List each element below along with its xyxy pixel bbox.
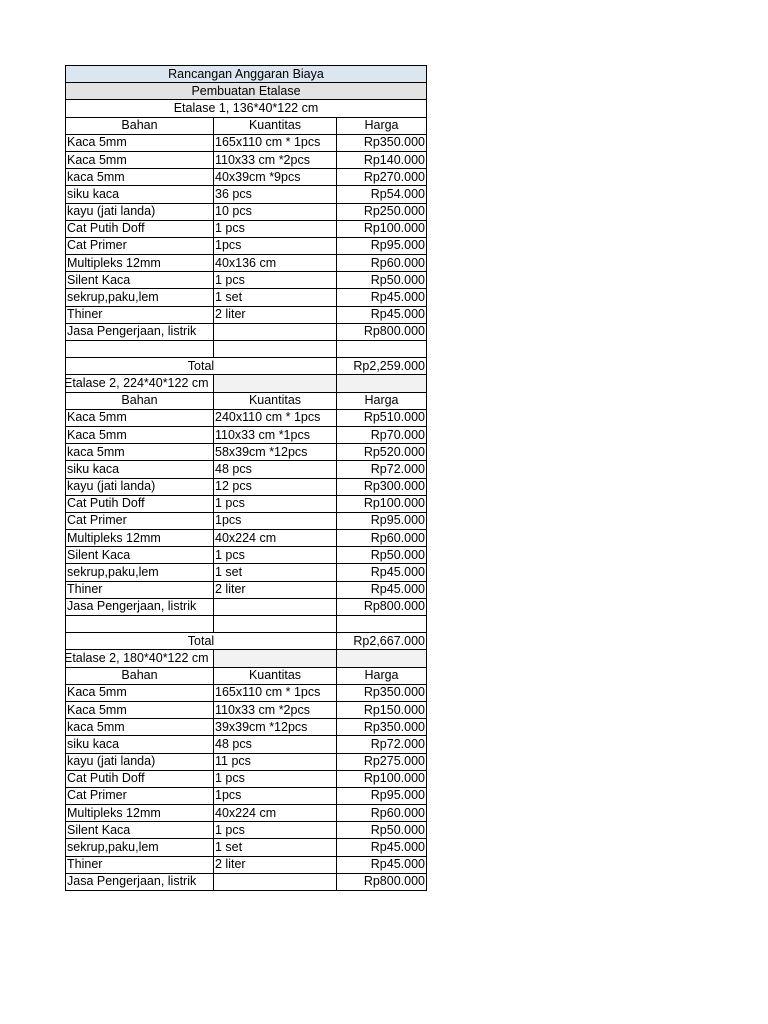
item-bahan: Cat Putih Doff [66, 220, 214, 237]
column-header-harga: Harga [337, 392, 427, 409]
item-harga: Rp54.000 [337, 186, 427, 203]
table-row [66, 564, 427, 581]
title-row [66, 66, 427, 83]
item-harga: Rp250.000 [337, 203, 427, 220]
table-row [66, 478, 427, 495]
table-row [66, 289, 427, 306]
item-harga: Rp50.000 [337, 272, 427, 289]
item-kuantitas: 48 pcs [214, 461, 337, 478]
item-kuantitas: 1 pcs [214, 220, 337, 237]
item-harga: Rp50.000 [337, 547, 427, 564]
item-kuantitas: 2 liter [214, 581, 337, 598]
table-row [66, 701, 427, 718]
item-bahan: kaca 5mm [66, 169, 214, 186]
item-harga: Rp150.000 [337, 701, 427, 718]
item-kuantitas: 1 pcs [214, 770, 337, 787]
table-row [66, 444, 427, 461]
item-bahan: kaca 5mm [66, 719, 214, 736]
section-heading-row [66, 650, 427, 667]
item-kuantitas: 2 liter [214, 306, 337, 323]
item-kuantitas: 1 set [214, 839, 337, 856]
table-row [66, 323, 427, 340]
item-kuantitas: 1 pcs [214, 822, 337, 839]
empty-cell [214, 650, 337, 667]
column-header-kuantitas: Kuantitas [214, 117, 337, 134]
table-row [66, 186, 427, 203]
item-bahan: Cat Primer [66, 237, 214, 254]
table-row [66, 409, 427, 426]
item-harga: Rp140.000 [337, 151, 427, 168]
item-kuantitas: 10 pcs [214, 203, 337, 220]
item-kuantitas: 12 pcs [214, 478, 337, 495]
table-row [66, 134, 427, 151]
column-header-harga: Harga [337, 667, 427, 684]
item-harga: Rp270.000 [337, 169, 427, 186]
item-harga: Rp70.000 [337, 426, 427, 443]
item-kuantitas: 40x224 cm [214, 530, 337, 547]
item-harga: Rp45.000 [337, 306, 427, 323]
empty-cell [214, 375, 337, 392]
item-bahan: Cat Putih Doff [66, 770, 214, 787]
item-bahan: kayu (jati landa) [66, 478, 214, 495]
item-kuantitas: 1pcs [214, 237, 337, 254]
table-row [66, 169, 427, 186]
item-bahan: kaca 5mm [66, 444, 214, 461]
item-bahan: Multipleks 12mm [66, 805, 214, 822]
item-harga: Rp95.000 [337, 512, 427, 529]
column-header-row [66, 117, 427, 134]
total-label: Total [66, 633, 337, 650]
column-header-kuantitas: Kuantitas [214, 392, 337, 409]
item-bahan: sekrup,paku,lem [66, 289, 214, 306]
item-harga: Rp350.000 [337, 719, 427, 736]
item-kuantitas: 40x224 cm [214, 805, 337, 822]
item-kuantitas: 1 pcs [214, 272, 337, 289]
table-row [66, 255, 427, 272]
total-row [66, 633, 427, 650]
item-bahan: siku kaca [66, 461, 214, 478]
empty-cell [66, 616, 214, 633]
item-kuantitas: 165x110 cm * 1pcs [214, 134, 337, 151]
item-kuantitas: 11 pcs [214, 753, 337, 770]
item-harga: Rp100.000 [337, 495, 427, 512]
column-header-row [66, 667, 427, 684]
item-kuantitas: 39x39cm *12pcs [214, 719, 337, 736]
item-bahan: sekrup,paku,lem [66, 839, 214, 856]
item-harga: Rp60.000 [337, 530, 427, 547]
table-row [66, 873, 427, 890]
table-row [66, 581, 427, 598]
item-harga: Rp800.000 [337, 873, 427, 890]
item-bahan: Silent Kaca [66, 272, 214, 289]
table-row [66, 203, 427, 220]
item-kuantitas: 48 pcs [214, 736, 337, 753]
table-row [66, 530, 427, 547]
item-harga: Rp520.000 [337, 444, 427, 461]
item-harga: Rp50.000 [337, 822, 427, 839]
table-row [66, 787, 427, 804]
item-harga: Rp45.000 [337, 856, 427, 873]
item-bahan: Kaca 5mm [66, 426, 214, 443]
total-value: Rp2,667.000 [337, 633, 427, 650]
item-kuantitas [214, 323, 337, 340]
item-bahan: siku kaca [66, 186, 214, 203]
table-row [66, 495, 427, 512]
empty-cell [214, 616, 337, 633]
table-row [66, 684, 427, 701]
column-header-harga: Harga [337, 117, 427, 134]
item-kuantitas [214, 873, 337, 890]
item-bahan: Jasa Pengerjaan, listrik [66, 323, 214, 340]
item-harga: Rp45.000 [337, 564, 427, 581]
budget-table [65, 65, 427, 891]
total-row [66, 358, 427, 375]
empty-cell [337, 616, 427, 633]
empty-cell [337, 650, 427, 667]
item-harga: Rp72.000 [337, 461, 427, 478]
item-harga: Rp800.000 [337, 323, 427, 340]
item-harga: Rp60.000 [337, 255, 427, 272]
item-bahan: Kaca 5mm [66, 134, 214, 151]
item-bahan: Thiner [66, 581, 214, 598]
section-heading-row [66, 100, 427, 117]
empty-cell [337, 341, 427, 358]
item-kuantitas: 58x39cm *12pcs [214, 444, 337, 461]
item-kuantitas: 1 set [214, 289, 337, 306]
table-row [66, 151, 427, 168]
item-bahan: Thiner [66, 306, 214, 323]
item-harga: Rp72.000 [337, 736, 427, 753]
column-header-bahan: Bahan [66, 392, 214, 409]
table-row [66, 856, 427, 873]
blank-row [66, 341, 427, 358]
table-row [66, 547, 427, 564]
item-bahan: Jasa Pengerjaan, listrik [66, 873, 214, 890]
table-title: Rancangan Anggaran Biaya [66, 66, 427, 83]
item-harga: Rp300.000 [337, 478, 427, 495]
table-row [66, 220, 427, 237]
item-bahan: Kaca 5mm [66, 151, 214, 168]
item-kuantitas: 110x33 cm *2pcs [214, 151, 337, 168]
section-heading-row [66, 375, 427, 392]
item-bahan: Kaca 5mm [66, 409, 214, 426]
item-bahan: Thiner [66, 856, 214, 873]
item-harga: Rp100.000 [337, 770, 427, 787]
item-kuantitas: 110x33 cm *2pcs [214, 701, 337, 718]
table-row [66, 770, 427, 787]
item-bahan: siku kaca [66, 736, 214, 753]
table-row [66, 598, 427, 615]
table-row [66, 426, 427, 443]
item-bahan: Cat Putih Doff [66, 495, 214, 512]
table-row [66, 736, 427, 753]
item-bahan: Cat Primer [66, 512, 214, 529]
item-bahan: kayu (jati landa) [66, 753, 214, 770]
item-kuantitas: 110x33 cm *1pcs [214, 426, 337, 443]
table-row [66, 272, 427, 289]
item-harga: Rp45.000 [337, 289, 427, 306]
item-harga: Rp800.000 [337, 598, 427, 615]
table-row [66, 753, 427, 770]
table-row [66, 822, 427, 839]
item-bahan: Kaca 5mm [66, 701, 214, 718]
item-kuantitas: 1pcs [214, 787, 337, 804]
empty-cell [214, 341, 337, 358]
column-header-bahan: Bahan [66, 117, 214, 134]
item-kuantitas: 40x39cm *9pcs [214, 169, 337, 186]
item-kuantitas: 40x136 cm [214, 255, 337, 272]
item-bahan: Jasa Pengerjaan, listrik [66, 598, 214, 615]
item-bahan: Multipleks 12mm [66, 530, 214, 547]
item-bahan: Multipleks 12mm [66, 255, 214, 272]
table-row [66, 719, 427, 736]
table-row [66, 237, 427, 254]
item-bahan: Silent Kaca [66, 822, 214, 839]
item-harga: Rp95.000 [337, 237, 427, 254]
table-row [66, 461, 427, 478]
table-row [66, 306, 427, 323]
item-harga: Rp100.000 [337, 220, 427, 237]
column-header-bahan: Bahan [66, 667, 214, 684]
item-harga: Rp45.000 [337, 839, 427, 856]
column-header-kuantitas: Kuantitas [214, 667, 337, 684]
item-kuantitas: 1pcs [214, 512, 337, 529]
item-harga: Rp510.000 [337, 409, 427, 426]
item-kuantitas: 1 pcs [214, 547, 337, 564]
item-bahan: kayu (jati landa) [66, 203, 214, 220]
item-harga: Rp350.000 [337, 134, 427, 151]
item-harga: Rp350.000 [337, 684, 427, 701]
empty-cell [66, 341, 214, 358]
item-kuantitas: 36 pcs [214, 186, 337, 203]
empty-cell [337, 375, 427, 392]
item-kuantitas: 240x110 cm * 1pcs [214, 409, 337, 426]
table-row [66, 512, 427, 529]
item-harga: Rp275.000 [337, 753, 427, 770]
item-kuantitas: 1 set [214, 564, 337, 581]
item-kuantitas [214, 598, 337, 615]
total-value: Rp2,259.000 [337, 358, 427, 375]
item-harga: Rp60.000 [337, 805, 427, 822]
column-header-row [66, 392, 427, 409]
table-subtitle: Pembuatan Etalase [66, 83, 427, 100]
item-bahan: Kaca 5mm [66, 684, 214, 701]
item-kuantitas: 1 pcs [214, 495, 337, 512]
item-harga: Rp45.000 [337, 581, 427, 598]
table-row [66, 805, 427, 822]
subtitle-row [66, 83, 427, 100]
item-harga: Rp95.000 [337, 787, 427, 804]
item-kuantitas: 165x110 cm * 1pcs [214, 684, 337, 701]
table-row [66, 839, 427, 856]
section-heading: Etalase 2, 180*40*122 cm [66, 650, 214, 667]
blank-row [66, 616, 427, 633]
item-bahan: Silent Kaca [66, 547, 214, 564]
item-bahan: sekrup,paku,lem [66, 564, 214, 581]
section-heading: Etalase 2, 224*40*122 cm [66, 375, 214, 392]
item-kuantitas: 2 liter [214, 856, 337, 873]
section-heading: Etalase 1, 136*40*122 cm [66, 100, 427, 117]
item-bahan: Cat Primer [66, 787, 214, 804]
total-label: Total [66, 358, 337, 375]
